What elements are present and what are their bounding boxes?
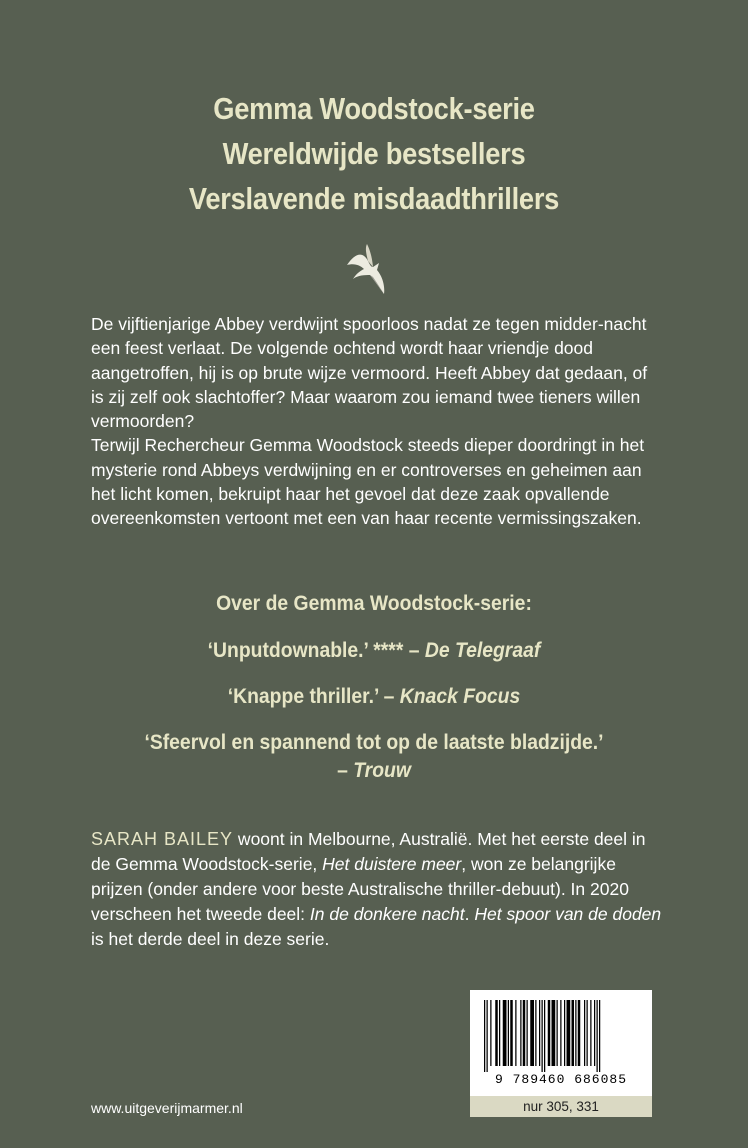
book-title: In de donkere nacht: [309, 904, 465, 924]
quote-source: Knack Focus: [399, 684, 521, 708]
barcode-bar: [510, 1000, 513, 1066]
praise-section: [0, 588, 748, 784]
barcode-bar: [560, 1000, 561, 1066]
barcode-bar: [535, 1000, 536, 1066]
barcode-bar: [487, 1000, 488, 1072]
seagull-icon: [343, 243, 389, 295]
quote-source: Trouw: [353, 758, 411, 782]
barcode-bar: [587, 1000, 588, 1066]
barcode-bar: [484, 1000, 485, 1072]
barcode-bar: [495, 1000, 498, 1066]
quote-text: ‘Sfeervol en spannend tot op de laatste bladzijde.’: [144, 730, 604, 754]
barcode-bar: [548, 1000, 551, 1066]
barcode-bar: [503, 1000, 507, 1066]
isbn-number: 9 789460 686085: [494, 1072, 628, 1087]
barcode-bar: [490, 1000, 491, 1066]
barcode-bar: [530, 1000, 534, 1066]
blurb-paragraph: De vijftienjarige Abbey verdwijnt spoorloos nadat ze tegen midder-nacht een feest verlaat. De volgende ochtend wordt haar vriendje dood aangetroffen, hij is op brute wijze vermoord. Heeft Abbey dat gedaan, of is zij zelf ook slachtoffer? Maar waarom zou iemand twee tieners willen vermoorden?: [91, 314, 648, 432]
barcode-bar: [520, 1000, 521, 1066]
bio-paragraph: [91, 827, 666, 952]
barcode-bar: [564, 1000, 565, 1066]
praise-heading: Over de Gemma Woodstock-serie:: [216, 591, 532, 615]
blurb-paragraph: Terwijl Rechercheur Gemma Woodstock steeds dieper doordringt in het mysterie rond Abbeys verdwijning en er controverses en geheimen aan het licht komen, bekruipt haar het gevoel dat deze zaak opvallende overeenkomsten vertoont met een van haar recente vermissingszaken.: [91, 435, 645, 529]
barcode-bar: [578, 1000, 581, 1066]
bio-text: .: [464, 904, 475, 924]
barcode-panel: [470, 990, 652, 1117]
barcode-bar: [557, 1000, 558, 1066]
barcode-bar: [527, 1000, 528, 1066]
barcode-bar: [552, 1000, 556, 1066]
barcode-bar: [597, 1000, 598, 1072]
headline-line: Verslavende misdaadthrillers: [188, 181, 560, 216]
headline-line: Wereldwijde bestsellers: [222, 136, 526, 171]
barcode-bar: [515, 1000, 516, 1066]
quote-source: De Telegraaf: [424, 638, 541, 662]
praise-quote: [37, 636, 710, 664]
nur-code: nur 305, 331: [470, 1096, 652, 1117]
barcode-icon: [484, 1000, 638, 1072]
bio-text: is het derde deel in deze serie.: [91, 929, 330, 949]
praise-quote: [37, 728, 710, 784]
bio-text: , won ze belangrijke prijzen (onder andere voor beste Australische thriller-debuut). In 2020 verscheen het tweede deel:: [91, 854, 629, 924]
barcode-bar: [567, 1000, 571, 1066]
headline-line: Gemma Woodstock-serie: [213, 91, 535, 126]
praise-quote: [37, 682, 710, 710]
book-title: Het spoor van de doden: [474, 904, 662, 924]
barcode-bar: [523, 1000, 526, 1066]
barcode-bar: [594, 1000, 595, 1066]
publisher-website: www.uitgeverijmarmer.nl: [91, 1100, 243, 1116]
author-bio: [91, 827, 666, 952]
barcode-bar: [599, 1000, 600, 1072]
quote-dash: –: [337, 758, 354, 782]
barcode-bar: [572, 1000, 575, 1066]
bio-text: woont in Melbourne, Australië. Met het eerste deel in de Gemma Woodstock-serie,: [91, 829, 646, 874]
book-title: Het duistere meer: [322, 854, 462, 874]
barcode-bar: [508, 1000, 509, 1066]
barcode-bar: [542, 1000, 543, 1072]
headline-block: [45, 86, 703, 221]
barcode-bar: [575, 1000, 576, 1066]
author-name: SARAH BAILEY: [91, 829, 234, 849]
barcode-bar: [499, 1000, 500, 1066]
blurb: [91, 312, 661, 531]
barcode-bar: [590, 1000, 591, 1066]
quote-text: ‘Unputdownable.’ **** –: [207, 638, 425, 662]
barcode-bar: [544, 1000, 545, 1072]
quote-text: ‘Knappe thriller.’ –: [227, 684, 400, 708]
barcode-bar: [584, 1000, 585, 1066]
barcode-bar: [539, 1000, 540, 1066]
